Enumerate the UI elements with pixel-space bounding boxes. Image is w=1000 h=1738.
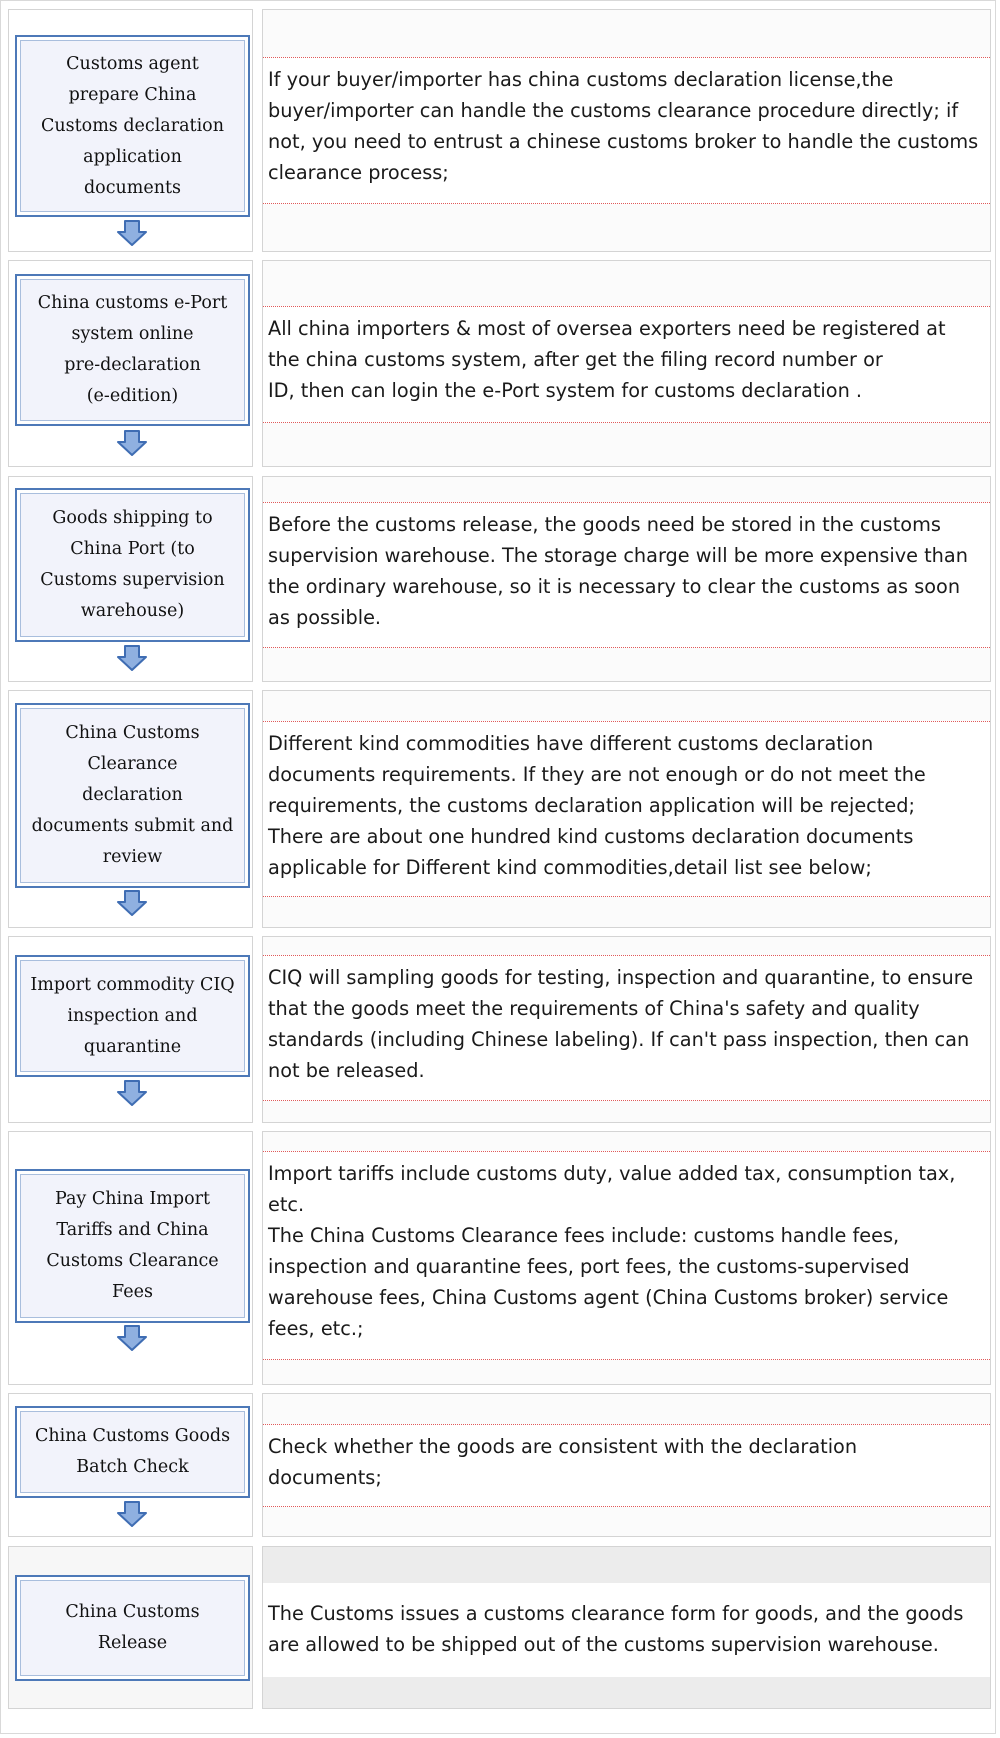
step-title: Import commodity CIQ inspection and quarantine (20, 960, 245, 1072)
step-title: China Customs Clearance declaration documents submit and review (20, 708, 245, 883)
step-cell (8, 260, 253, 467)
step-row (8, 1546, 991, 1709)
step-title: Customs agent prepare China Customs declaration application documents (20, 40, 245, 212)
description-cell (262, 260, 991, 467)
arrow-down-icon (115, 644, 149, 672)
step-title: China Customs Goods Batch Check (20, 1411, 245, 1493)
step-description: The Customs issues a customs clearance form for goods, and the goods are allowed to be shipped out of the customs supervision warehouse. (263, 1583, 990, 1677)
step-row (8, 260, 991, 467)
arrow-down-icon (115, 429, 149, 457)
step-row (8, 9, 991, 252)
step-description: Before the customs release, the goods need be stored in the customs supervision warehouse. The storage charge will be more expensive than the ordinary warehouse, so it is necessary to clear the customs as soon as possible. (263, 502, 990, 648)
step-cell (8, 1393, 253, 1537)
description-cell (262, 690, 991, 928)
step-cell (8, 476, 253, 682)
step-box (15, 1169, 250, 1323)
step-description: If your buyer/importer has china customs declaration license,the buyer/importer can handle the customs clearance procedure directly; if not, you need to entrust a chinese customs broker to handle the customs clearance process; (263, 57, 990, 204)
step-box (15, 955, 250, 1077)
step-description: Import tariffs include customs duty, value added tax, consumption tax, etc. The China Customs Clearance fees include: customs handle fees, inspection and quarantine fees, port fees, the customs-supervised warehouse fees, China Customs agent (China Customs broker) service fees, etc.; (263, 1151, 990, 1360)
step-title: China Customs Release (20, 1580, 245, 1676)
arrow-down-icon (115, 219, 149, 247)
step-description: Check whether the goods are consistent with the declaration documents; (263, 1424, 990, 1507)
step-box (15, 274, 250, 426)
step-row (8, 936, 991, 1123)
step-cell (8, 9, 253, 252)
step-row (8, 1393, 991, 1537)
description-cell (262, 476, 991, 682)
description-cell (262, 1546, 991, 1709)
description-cell (262, 936, 991, 1123)
arrow-down-icon (115, 1500, 149, 1528)
description-cell (262, 1131, 991, 1385)
step-title: China customs e-Port system online pre-declaration (e-edition) (20, 279, 245, 421)
step-row (8, 690, 991, 928)
step-row (8, 476, 991, 682)
step-title: Pay China Import Tariffs and China Customs Clearance Fees (20, 1174, 245, 1318)
arrow-down-icon (115, 1324, 149, 1352)
step-description: All china importers & most of oversea exporters need be registered at the china customs system, after get the filing record number or ID, then can login the e-Port system for customs declaration . (263, 306, 990, 423)
step-description: CIQ will sampling goods for testing, inspection and quarantine, to ensure that the goods meet the requirements of China's safety and quality standards (including Chinese labeling). If can't pass inspection, then can not be released. (263, 955, 990, 1101)
step-box (15, 35, 250, 217)
step-cell (8, 1546, 253, 1709)
description-cell (262, 1393, 991, 1537)
arrow-down-icon (115, 889, 149, 917)
step-cell (8, 1131, 253, 1385)
step-cell (8, 936, 253, 1123)
step-cell (8, 690, 253, 928)
description-cell (262, 9, 991, 252)
step-box (15, 1406, 250, 1498)
step-row (8, 1131, 991, 1385)
arrow-down-icon (115, 1079, 149, 1107)
step-box (15, 1575, 250, 1681)
step-box (15, 488, 250, 642)
step-box (15, 703, 250, 888)
step-description: Different kind commodities have different customs declaration documents requirements. If they are not enough or do not meet the requirements, the customs declaration application will be rejected; There are about one hundred kind customs declaration documents applicable for Different kind commodities,detail list see below; (263, 721, 990, 897)
step-title: Goods shipping to China Port (to Customs supervision warehouse) (20, 493, 245, 637)
